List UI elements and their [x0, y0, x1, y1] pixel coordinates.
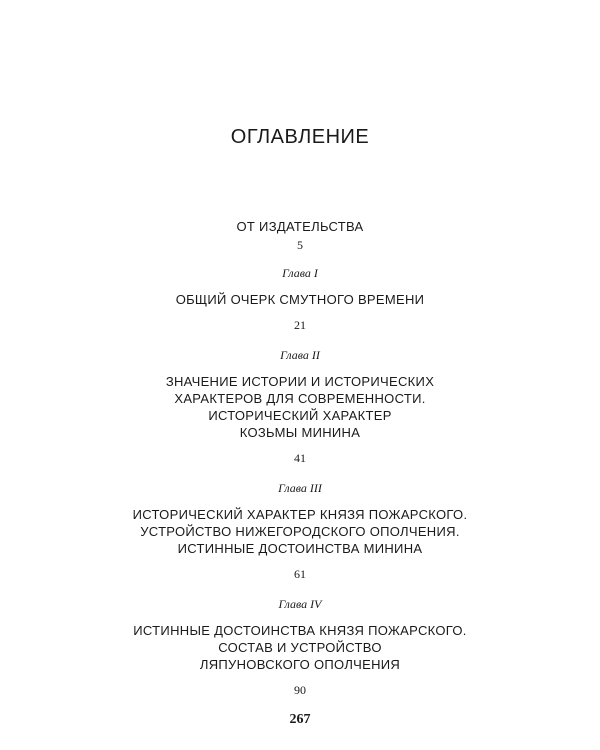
entry-title — [0, 622, 600, 673]
entry-page-number: 61 — [294, 567, 306, 581]
entry-title-line: ЛЯПУНОВСКОГО ОПОЛЧЕНИЯ — [199, 657, 401, 672]
entry-title-line: КОЗЬМЫ МИНИНА — [239, 425, 361, 440]
entry-title-line: ИСТИННЫЕ ДОСТОИНСТВА МИНИНА — [177, 541, 423, 556]
entry-page-number: 5 — [297, 238, 303, 252]
entry-title-line: ЗНАЧЕНИЕ ИСТОРИИ И ИСТОРИЧЕСКИХ — [165, 374, 435, 389]
entry-title — [0, 291, 600, 308]
toc-entry-chapter-1[interactable] — [0, 265, 600, 333]
entry-title-line: УСТРОЙСТВО НИЖЕГОРОДСКОГО ОПОЛЧЕНИЯ. — [140, 524, 460, 539]
toc-entry-publisher-note[interactable] — [0, 218, 600, 253]
chapter-label: Глава I — [282, 266, 318, 280]
chapter-label: Глава II — [280, 348, 320, 362]
chapter-label: Глава IV — [278, 597, 322, 611]
toc-entries — [0, 218, 600, 698]
chapter-label: Глава III — [278, 481, 322, 495]
entry-title — [0, 373, 600, 441]
entry-title-line: ИСТИННЫЕ ДОСТОИНСТВА КНЯЗЯ ПОЖАРСКОГО. — [133, 623, 467, 638]
toc-entry-chapter-2[interactable] — [0, 347, 600, 466]
entry-title-line: СОСТАВ И УСТРОЙСТВО — [218, 640, 382, 655]
toc-entry-chapter-4[interactable] — [0, 596, 600, 698]
entry-page-number: 41 — [294, 451, 306, 465]
entry-title-line: ОБЩИЙ ОЧЕРК СМУТНОГО ВРЕМЕНИ — [175, 292, 425, 307]
entry-title — [0, 506, 600, 557]
entry-title-line: ИСТОРИЧЕСКИЙ ХАРАКТЕР КНЯЗЯ ПОЖАРСКОГО. — [132, 507, 468, 522]
toc-heading: ОГЛАВЛЕНИЕ — [230, 126, 370, 148]
entry-title-line: ИСТОРИЧЕСКИЙ ХАРАКТЕР — [208, 408, 392, 423]
entry-page-number: 90 — [294, 683, 306, 697]
toc-entry-chapter-3[interactable] — [0, 480, 600, 582]
entry-title-line: ХАРАКТЕРОВ ДЛЯ СОВРЕМЕННОСТИ. — [174, 391, 426, 406]
entry-page-number: 21 — [294, 318, 306, 332]
entry-title-line: ОТ ИЗДАТЕЛЬСТВА — [236, 219, 364, 234]
page-folio-number: 267 — [289, 712, 311, 727]
entry-title — [0, 218, 600, 235]
